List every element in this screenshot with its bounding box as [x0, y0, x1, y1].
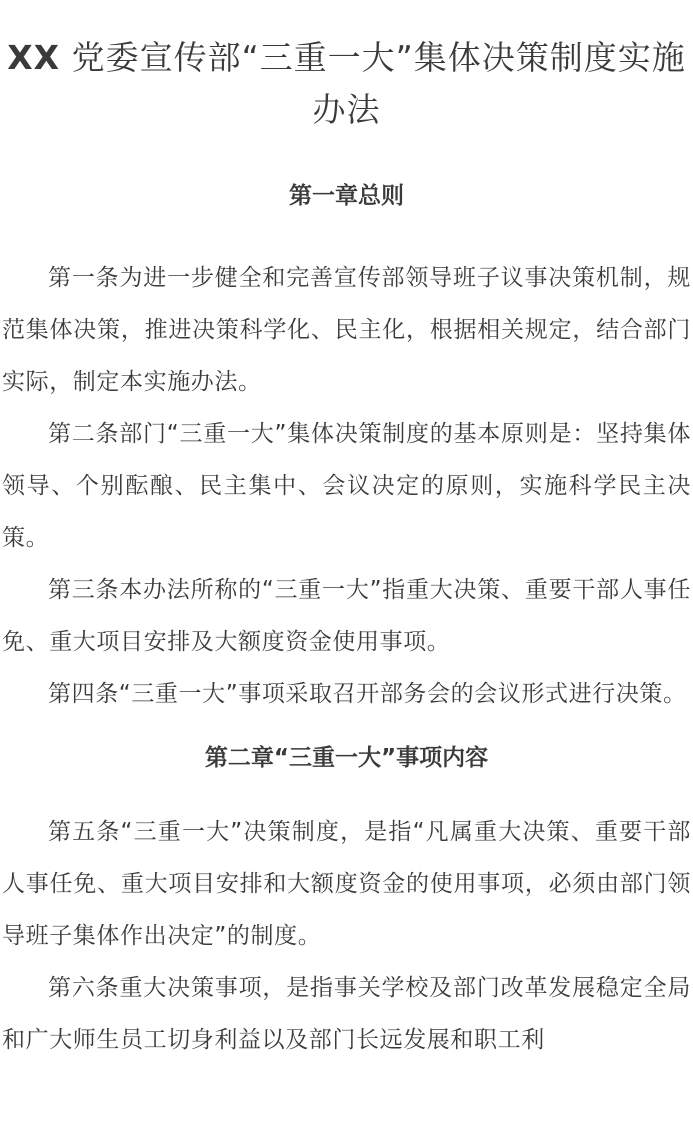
document-page	[0, 32, 693, 1129]
article-paragraph: 第二条部门“三重一大”集体决策制度的基本原则是：坚持集体领导、个别酝酿、民主集中、会议决定的原则，实施科学民主决策。	[2, 421, 691, 551]
document-title	[2, 32, 691, 136]
article-paragraph: 第三条本办法所称的“三重一大”指重大决策、重要干部人事任免、重大项目安排及大额度资金使用事项。	[2, 577, 691, 655]
article-paragraph: 第一条为进一步健全和完善宣传部领导班子议事决策机制，规范集体决策，推进决策科学化、民主化，根据相关规定，结合部门实际，制定本实施办法。	[2, 265, 691, 395]
chapter-heading: 第二章“三重一大”事项内容	[204, 745, 489, 771]
article-paragraph: 第六条重大决策事项，是指事关学校及部门改革发展稳定全局和广大师生员工切身利益以及部门长远发展和职工利	[2, 975, 691, 1053]
article-paragraph: 第四条“三重一大”事项采取召开部务会的会议形式进行决策。	[48, 681, 687, 707]
title-text: 党委宣传部“三重一大”集体决策制度实施办法	[60, 38, 686, 129]
chapter-heading: 第一章总则	[289, 183, 404, 209]
article-paragraph: 第五条“三重一大”决策制度，是指“凡属重大决策、重要干部人事任免、重大项目安排和大额度资金的使用事项，必须由部门领导班子集体作出决定”的制度。	[2, 819, 691, 949]
title-prefix: XX	[7, 38, 61, 77]
